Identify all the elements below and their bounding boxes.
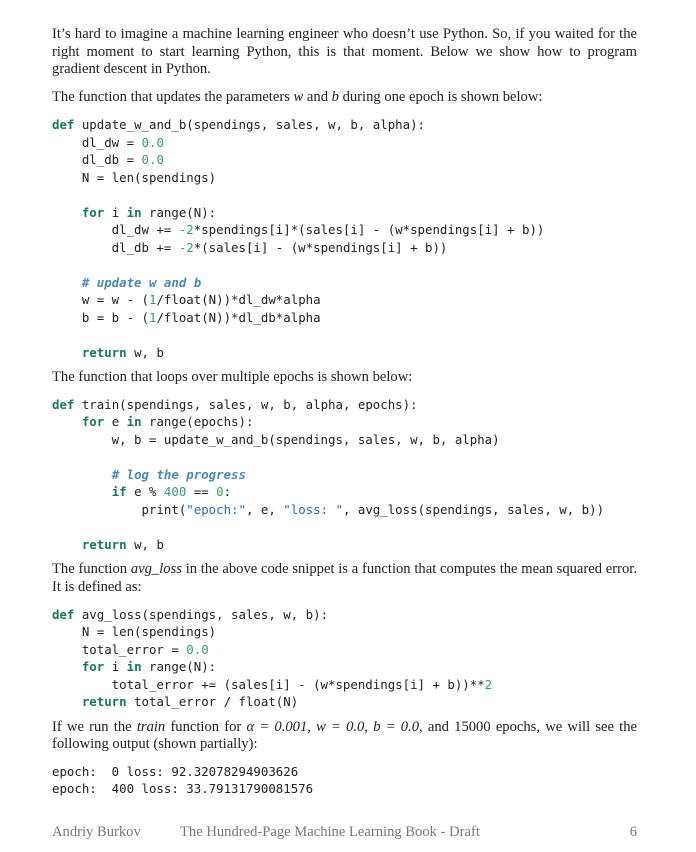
comment-update: # update w and b (81, 274, 202, 290)
page-number: 6 (629, 824, 637, 840)
code-update-w-and-b: def update_w_and_b(spendings, sales, w, b, alpha): dl_dw = 0.0 dl_db = 0.0 N = len(spendings) for i in range(N): dl_dw += -2*spendings[i]*(sales[i] - (w*spendings[i] + b)) dl_db += -2*(sales[i] - (w*spendings[i] + b)) # update w and b w = w - (1/float(N))*dl_dw*alpha b = b - (1/float(N))*dl_db*alpha return w, b (52, 117, 545, 360)
output-line: epoch: 400 loss: 33.79131790081576 (52, 781, 314, 797)
var-b: b (331, 88, 339, 105)
fn-train: train (136, 718, 166, 735)
w-value: w = 0.0 (316, 718, 365, 735)
page-content (52, 26, 637, 798)
footer-book-title: The Hundred-Page Machine Learning Book - Draft (180, 824, 480, 840)
footer-author: Andriy Burkov (52, 824, 141, 840)
var-w: w (293, 88, 304, 105)
intro-paragraph: It’s hard to imagine a machine learning engineer who doesn’t use Python. So, if you waited for the right moment to start learning Python, this is that moment. Below we show how to program gradient descent in Python. (52, 26, 637, 78)
run-intro: If we run the train function for α = 0.001, w = 0.0, b = 0.0, and 15000 epochs, we will see the following output (shown partially): (52, 718, 637, 753)
fn-avg-loss: avg_loss (130, 561, 182, 578)
training-output (52, 763, 637, 798)
comment-log: # log the progress (111, 466, 246, 482)
code-train: def train(spendings, sales, w, b, alpha, epochs): for e in range(epochs): w, b = update_w_and_b(spendings, sales, w, b, alpha) # log the progress if e % 400 == 0: print("epoch:", e, "loss: ", avg_loss(spendings, sales, w, b)) return w, b (52, 396, 605, 552)
avg-loss-intro: The function avg_loss in the above code snippet is a function that computes the mean squared error. It is defined as: (52, 561, 638, 596)
b-value: b = 0.0 (373, 718, 420, 735)
output-line: epoch: 0 loss: 92.32078294903626 (52, 763, 299, 779)
train-function-intro: The function that loops over multiple epochs is shown below: (52, 369, 413, 386)
code-avg-loss: def avg_loss(spendings, sales, w, b): N = len(spendings) total_error = 0.0 for i in range(N): total_error += (sales[i] - (w*spendings[i] + b))**2 return total_error / float(N) (52, 606, 493, 710)
alpha-value: α = 0.001 (246, 718, 308, 735)
update-function-intro: The function that updates the parameters w and b during one epoch is shown below: (52, 88, 543, 105)
